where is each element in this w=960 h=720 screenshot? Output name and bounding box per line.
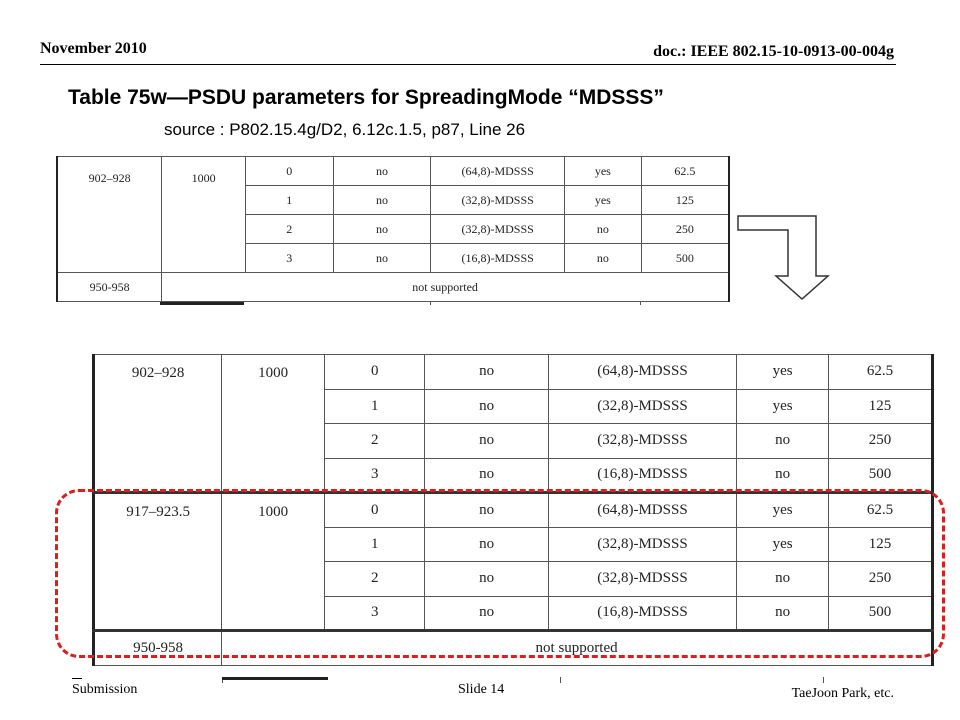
footer-submission: Submission bbox=[72, 682, 138, 697]
rate-cell: 250 bbox=[829, 562, 933, 597]
slide-title: Table 75w—PSDU parameters for SpreadingMode “MDSSS” bbox=[68, 86, 664, 109]
table-edge bbox=[430, 301, 431, 305]
interleave-cell: no bbox=[737, 596, 829, 631]
rate-cell: 500 bbox=[829, 596, 933, 631]
fec-cell: no bbox=[425, 527, 549, 562]
code-cell: (32,8)-MDSSS bbox=[548, 424, 736, 459]
rate-cell: 500 bbox=[829, 458, 933, 493]
band-cell: 950-958 bbox=[57, 273, 162, 302]
chip-rate-cell: 1000 bbox=[222, 355, 325, 493]
original-psdu-table bbox=[56, 156, 730, 302]
interleave-cell: yes bbox=[737, 355, 829, 390]
code-cell: (32,8)-MDSSS bbox=[548, 389, 736, 424]
interleave-cell: yes bbox=[564, 186, 641, 215]
rate-cell: 62.5 bbox=[829, 355, 933, 390]
code-cell: (16,8)-MDSSS bbox=[548, 596, 736, 631]
mode-cell: 0 bbox=[325, 355, 425, 390]
table-edge bbox=[160, 302, 244, 305]
mode-cell: 3 bbox=[245, 244, 333, 273]
code-cell: (32,8)-MDSSS bbox=[548, 527, 736, 562]
not-supported-cell: not supported bbox=[162, 273, 729, 302]
footer-slide-number: Slide 14 bbox=[458, 682, 505, 697]
fec-cell: no bbox=[425, 562, 549, 597]
mode-cell: 0 bbox=[325, 493, 425, 528]
rate-cell: 125 bbox=[641, 186, 729, 215]
table-edge bbox=[640, 301, 641, 305]
mode-cell: 0 bbox=[245, 157, 333, 186]
fec-cell: no bbox=[333, 215, 431, 244]
mode-cell: 2 bbox=[325, 562, 425, 597]
code-cell: (16,8)-MDSSS bbox=[548, 458, 736, 493]
rate-cell: 250 bbox=[641, 215, 729, 244]
rate-cell: 500 bbox=[641, 244, 729, 273]
chip-rate-cell: 1000 bbox=[162, 157, 246, 273]
code-cell: (16,8)-MDSSS bbox=[431, 244, 565, 273]
table-row bbox=[94, 355, 933, 390]
fec-cell: no bbox=[425, 389, 549, 424]
band-cell: 902–928 bbox=[57, 157, 162, 273]
band-cell: 902–928 bbox=[94, 355, 222, 493]
header-divider bbox=[40, 64, 896, 65]
interleave-cell: no bbox=[564, 244, 641, 273]
table-edge bbox=[560, 677, 561, 683]
fec-cell: no bbox=[425, 458, 549, 493]
footer-divider bbox=[72, 678, 82, 679]
interleave-cell: no bbox=[737, 424, 829, 459]
code-cell: (64,8)-MDSSS bbox=[431, 157, 565, 186]
rate-cell: 250 bbox=[829, 424, 933, 459]
fec-cell: no bbox=[425, 596, 549, 631]
code-cell: (32,8)-MDSSS bbox=[431, 186, 565, 215]
highlight-box bbox=[55, 489, 945, 658]
interleave-cell: no bbox=[737, 562, 829, 597]
fec-cell: no bbox=[333, 157, 431, 186]
interleave-cell: no bbox=[737, 458, 829, 493]
mode-cell: 2 bbox=[245, 215, 333, 244]
slide-source: source : P802.15.4g/D2, 6.12c.1.5, p87, Line 26 bbox=[164, 120, 526, 139]
code-cell: (32,8)-MDSSS bbox=[548, 562, 736, 597]
mode-cell: 1 bbox=[325, 527, 425, 562]
chip-rate-cell: 1000 bbox=[222, 493, 325, 631]
table-row bbox=[57, 273, 729, 302]
interleave-cell: yes bbox=[564, 157, 641, 186]
interleave-cell: yes bbox=[737, 527, 829, 562]
header-doc-id: doc.: IEEE 802.15-10-0913-00-004g bbox=[653, 43, 894, 60]
fec-cell: no bbox=[425, 355, 549, 390]
code-cell: (64,8)-MDSSS bbox=[548, 493, 736, 528]
table-row bbox=[57, 157, 729, 186]
table-edge bbox=[222, 677, 328, 680]
fec-cell: no bbox=[425, 493, 549, 528]
fec-cell: no bbox=[333, 244, 431, 273]
mode-cell: 3 bbox=[325, 458, 425, 493]
code-cell: (64,8)-MDSSS bbox=[548, 355, 736, 390]
fec-cell: no bbox=[425, 424, 549, 459]
interleave-cell: yes bbox=[737, 389, 829, 424]
code-cell: (32,8)-MDSSS bbox=[431, 215, 565, 244]
down-arrow-icon bbox=[736, 214, 832, 302]
mode-cell: 1 bbox=[325, 389, 425, 424]
band-cell: 917–923.5 bbox=[94, 493, 222, 631]
rate-cell: 62.5 bbox=[641, 157, 729, 186]
interleave-cell: no bbox=[564, 215, 641, 244]
table-edge bbox=[823, 677, 824, 683]
mode-cell: 2 bbox=[325, 424, 425, 459]
footer-author: TaeJoon Park, etc. bbox=[791, 686, 894, 701]
mode-cell: 3 bbox=[325, 596, 425, 631]
interleave-cell: yes bbox=[737, 493, 829, 528]
rate-cell: 62.5 bbox=[829, 493, 933, 528]
rate-cell: 125 bbox=[829, 389, 933, 424]
header-date: November 2010 bbox=[40, 40, 147, 57]
fec-cell: no bbox=[333, 186, 431, 215]
band-cell: 950-958 bbox=[94, 631, 222, 666]
rate-cell: 125 bbox=[829, 527, 933, 562]
not-supported-cell: not supported bbox=[222, 631, 933, 666]
mode-cell: 1 bbox=[245, 186, 333, 215]
